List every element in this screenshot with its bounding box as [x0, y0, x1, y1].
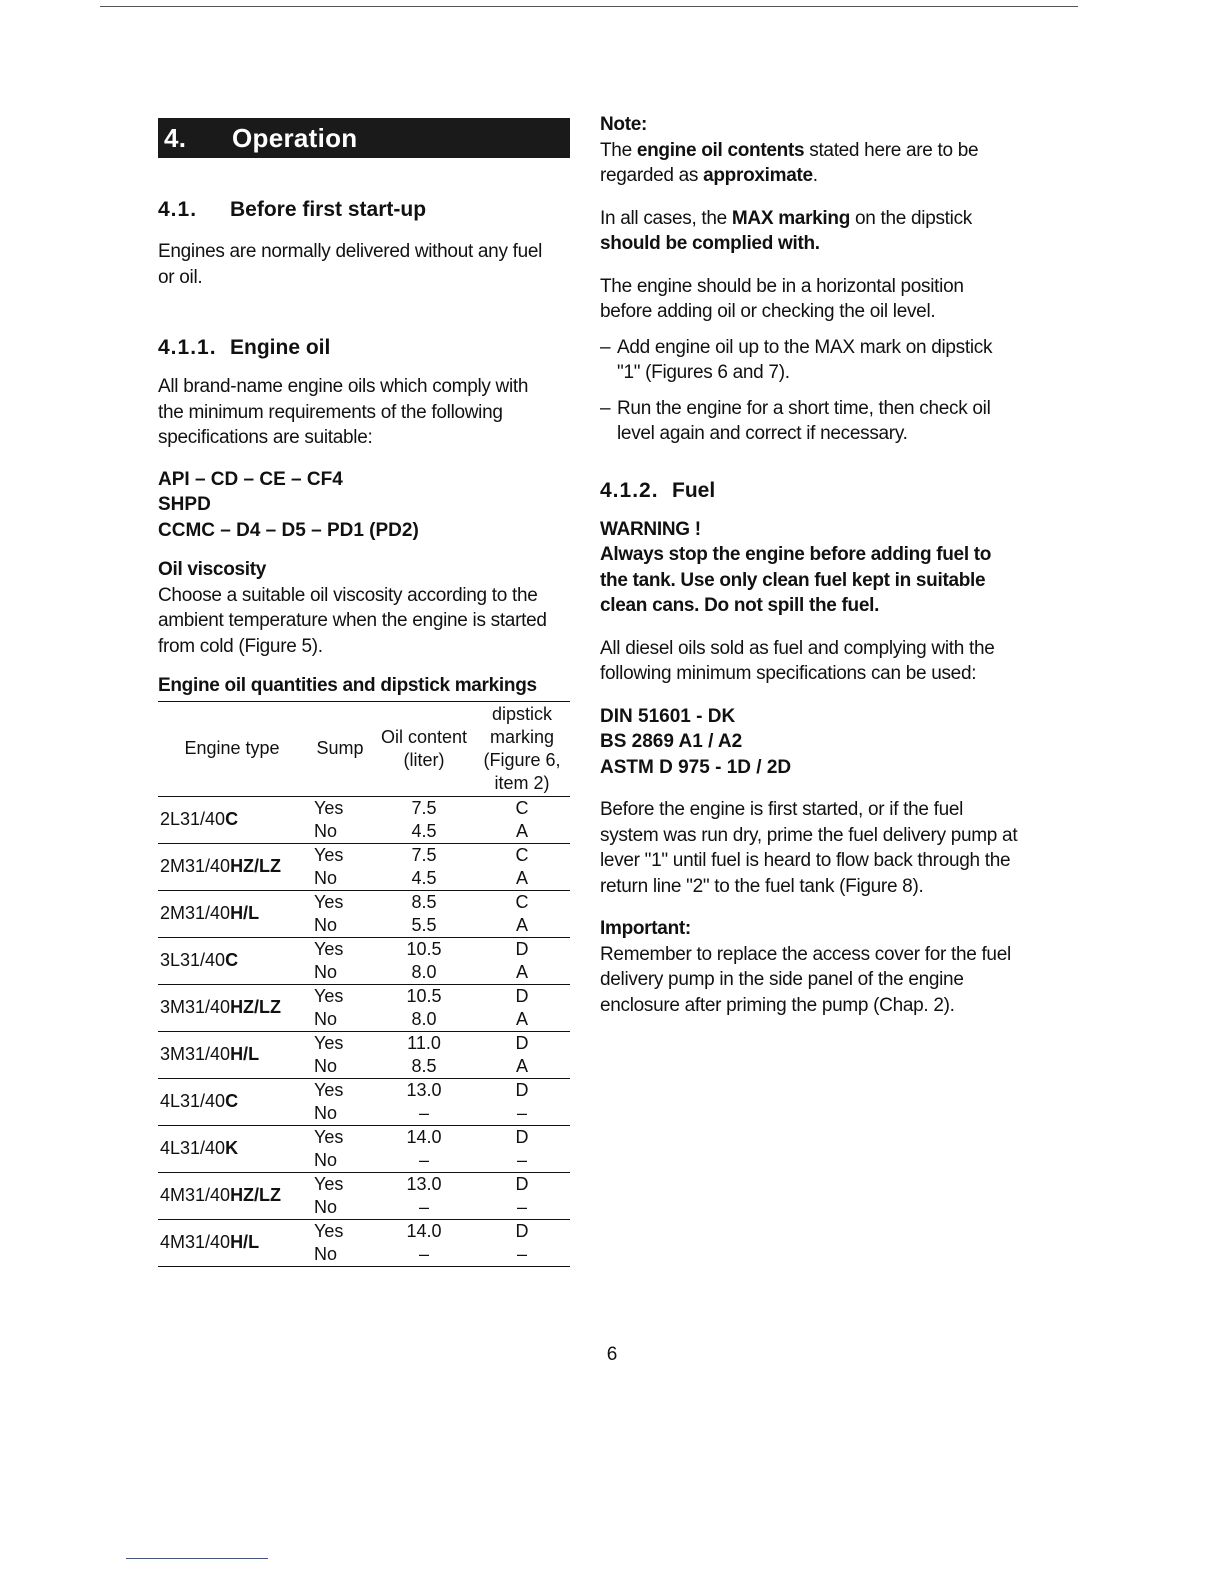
fuel-spec: ASTM D 975 - 1D / 2D: [600, 756, 792, 778]
table-row: [158, 843, 570, 890]
dipstick-cell: [474, 796, 570, 843]
dipstick-cell: [474, 843, 570, 890]
oil-spec: SHPD: [158, 494, 211, 515]
header-engine-type: Engine type: [184, 738, 280, 758]
dipstick-cell-value: –: [516, 1149, 527, 1170]
viscosity-paragraph: Choose a suitable oil viscosity according to the ambient temperature when the engine is started from cold (Figure 5).: [158, 584, 547, 657]
emphasis: should be complied with.: [600, 233, 820, 254]
sump-cell-value: No: [314, 961, 338, 982]
emphasis: approximate: [703, 165, 813, 186]
sump-cell: [306, 843, 374, 890]
header-dipstick: dipstick marking (Figure 6, item 2): [483, 703, 561, 793]
engine-type-cell: [158, 1031, 306, 1078]
dipstick-cell: [474, 1031, 570, 1078]
engine-type-suffix: H/L: [230, 903, 260, 923]
section-number: 4.1.1.: [158, 336, 217, 359]
note-heading: Note:: [600, 114, 648, 135]
oil-content-cell: [374, 1031, 474, 1078]
dipstick-cell-value: D: [515, 1079, 529, 1100]
text: .: [812, 165, 818, 186]
page-number: 6: [606, 1344, 618, 1365]
engine-type-suffix: K: [225, 1138, 239, 1158]
text: stated here are to be regarded as: [600, 139, 979, 186]
sump-cell: [306, 937, 374, 984]
engine-type-prefix: 2L31/40: [160, 809, 226, 829]
section-number: 4.1.: [158, 198, 198, 221]
oil-content-cell-value: –: [418, 1243, 429, 1264]
sump-cell-value: Yes: [314, 844, 344, 865]
oil-content-cell: [374, 796, 474, 843]
list-item: – Add engine oil up to the MAX mark on dipstick "1" (Figures 6 and 7).: [600, 335, 1020, 386]
right-column: [600, 112, 1020, 1018]
sump-cell: [306, 1219, 374, 1266]
table-row: [158, 796, 570, 843]
table-row: [158, 1125, 570, 1172]
table-row: [158, 984, 570, 1031]
chapter-title: Operation: [232, 122, 358, 153]
engine-type-cell: [158, 1172, 306, 1219]
sump-cell-value: Yes: [314, 1173, 344, 1194]
important-paragraph: Remember to replace the access cover for the fuel delivery pump in the side panel of the engine enclosure after priming the pump (Chap. 2).: [600, 943, 1011, 1016]
emphasis: MAX marking: [731, 207, 851, 229]
dipstick-cell-value: D: [515, 1032, 529, 1053]
dipstick-cell-value: A: [515, 1055, 528, 1076]
sump-cell-value: Yes: [314, 985, 344, 1006]
engine-type-prefix: 2M31/40: [160, 903, 231, 923]
dipstick-cell: [474, 1219, 570, 1266]
sump-cell-value: No: [314, 1055, 338, 1076]
oil-content-cell-value: 7.5: [411, 844, 437, 865]
sump-cell: [306, 1125, 374, 1172]
oil-content-cell: [374, 1078, 474, 1125]
engine-type-suffix: C: [225, 950, 239, 970]
dipstick-cell-value: A: [515, 820, 528, 841]
sump-cell-value: No: [314, 1196, 338, 1217]
oil-content-cell: [374, 937, 474, 984]
oil-content-cell-value: 13.0: [406, 1173, 442, 1194]
sump-cell-value: Yes: [314, 1126, 344, 1147]
oil-content-cell-value: 14.0: [406, 1220, 442, 1241]
engine-type-suffix: C: [225, 809, 239, 829]
dipstick-cell-value: –: [516, 1243, 527, 1264]
dipstick-cell-value: A: [515, 867, 528, 888]
dipstick-cell-value: C: [515, 797, 529, 818]
dipstick-cell: [474, 984, 570, 1031]
oil-content-cell-value: 8.0: [411, 961, 437, 982]
text: on the dipstick: [850, 207, 972, 229]
engine-type-suffix: HZ/LZ: [230, 1185, 282, 1205]
priming-paragraph: Before the engine is first started, or if the fuel system was run dry, prime the fuel delivery pump at lever "1" until fuel is heard to flow back through the return line "2" to the fuel tank (Figure 8).: [600, 799, 1018, 897]
engine-type-cell: [158, 1078, 306, 1125]
dipstick-cell: [474, 1172, 570, 1219]
oil-content-cell-value: 11.0: [407, 1032, 441, 1053]
dipstick-cell-value: –: [516, 1102, 527, 1123]
engine-type-cell: [158, 843, 306, 890]
sump-cell-value: Yes: [314, 891, 344, 912]
dipstick-cell: [474, 890, 570, 937]
engine-type-prefix: 4L31/40: [160, 1091, 226, 1111]
engine-type-suffix: C: [225, 1091, 239, 1111]
oil-content-cell-value: 10.5: [406, 985, 442, 1006]
top-rule: [100, 6, 1078, 7]
header-sump: Sump: [316, 738, 364, 758]
oil-content-cell-value: 8.5: [411, 891, 437, 912]
engine-type-suffix: HZ/LZ: [230, 997, 282, 1017]
oil-content-cell-value: 13.0: [406, 1079, 442, 1100]
list-item: – Run the engine for a short time, then check oil level again and correct if necessary.: [600, 396, 1020, 447]
warning-paragraph: Always stop the engine before adding fuel to the tank. Use only clean fuel kept in suitable clean cans. Do not spill the fuel.: [600, 544, 992, 616]
dipstick-cell-value: C: [515, 844, 529, 865]
chapter-number: 4.: [164, 122, 187, 153]
header-oil-content: Oil content (liter): [380, 726, 468, 770]
engine-type-prefix: 4M31/40: [160, 1232, 231, 1252]
engine-type-prefix: 2M31/40: [160, 856, 231, 876]
sump-cell: [306, 1172, 374, 1219]
oil-content-cell: [374, 890, 474, 937]
sump-cell: [306, 1031, 374, 1078]
oil-instruction-list: [600, 335, 1020, 447]
dipstick-cell-value: D: [515, 1220, 529, 1241]
bottom-rule: [126, 1558, 268, 1559]
note-paragraph-2: [600, 206, 1020, 257]
text: In all cases, the: [600, 207, 732, 229]
engine-type-prefix: 3M31/40: [160, 1044, 231, 1064]
sump-cell-value: No: [314, 1243, 338, 1264]
oil-content-cell-value: 14.0: [406, 1126, 442, 1147]
oil-content-cell: [374, 1219, 474, 1266]
fuel-spec-list: [600, 704, 1020, 781]
engine-type-cell: [158, 1125, 306, 1172]
oil-quantity-table: [158, 701, 570, 1267]
dipstick-cell: [474, 937, 570, 984]
oil-content-cell-value: 7.5: [411, 797, 437, 818]
engine-type-suffix: HZ/LZ: [230, 856, 282, 876]
engine-type-cell: [158, 984, 306, 1031]
engine-type-prefix: 4L31/40: [160, 1138, 226, 1158]
table-row: [158, 1078, 570, 1125]
emphasis: engine oil contents: [636, 139, 805, 161]
engine-type-suffix: H/L: [230, 1232, 260, 1252]
oil-content-cell-value: 4.5: [411, 867, 437, 888]
oil-spec: API – CD – CE – CF4: [158, 468, 343, 490]
oil-content-cell-value: 8.5: [411, 1055, 437, 1076]
engine-type-cell: [158, 937, 306, 984]
table-row: [158, 1172, 570, 1219]
engine-type-cell: [158, 890, 306, 937]
sump-cell-value: No: [314, 914, 338, 935]
oil-content-cell: [374, 984, 474, 1031]
table-header-row: [158, 701, 570, 796]
engine-type-prefix: 4M31/40: [160, 1185, 231, 1205]
sump-cell-value: Yes: [314, 1079, 344, 1100]
left-column: [158, 118, 570, 1267]
important-heading: Important:: [600, 918, 691, 939]
engine-type-cell: [158, 1219, 306, 1266]
oil-content-cell-value: 8.0: [411, 1008, 437, 1029]
oil-content-cell-value: –: [418, 1196, 429, 1217]
dipstick-cell: [474, 1125, 570, 1172]
sump-cell-value: No: [314, 867, 338, 888]
sump-cell-value: Yes: [314, 1032, 344, 1053]
dipstick-cell-value: A: [515, 961, 528, 982]
warning-heading: WARNING !: [600, 518, 701, 540]
sump-cell-value: No: [314, 820, 338, 841]
dipstick-cell-value: D: [515, 1173, 529, 1194]
sump-cell-value: Yes: [314, 797, 344, 818]
sump-cell-value: No: [314, 1102, 338, 1123]
section-heading-4-1: [158, 198, 570, 222]
fuel-spec: BS 2869 A1 / A2: [600, 731, 743, 752]
note-paragraph-3: The engine should be in a horizontal position before adding oil or checking the oil level.: [600, 275, 964, 322]
table-row: [158, 1031, 570, 1078]
dipstick-cell-value: C: [515, 891, 529, 912]
oil-intro-paragraph: All brand-name engine oils which comply with the minimum requirements of the following specifications are suitable:: [158, 376, 529, 448]
sump-cell: [306, 890, 374, 937]
section-title: Before first start-up: [230, 198, 427, 221]
oil-content-cell-value: –: [418, 1102, 429, 1123]
table-body: [158, 796, 570, 1266]
fuel-intro-paragraph: All diesel oils sold as fuel and complying with the following minimum specifications can be used:: [600, 637, 995, 684]
sump-cell-value: No: [314, 1149, 338, 1170]
table-row: [158, 937, 570, 984]
dipstick-cell-value: D: [515, 938, 529, 959]
note-paragraph-1: [600, 138, 1020, 189]
oil-content-cell-value: 5.5: [411, 914, 437, 935]
oil-content-cell: [374, 1125, 474, 1172]
dipstick-cell-value: D: [515, 985, 529, 1006]
engine-type-prefix: 3L31/40: [160, 950, 226, 970]
engine-type-suffix: H/L: [230, 1044, 260, 1064]
oil-content-cell-value: –: [418, 1149, 429, 1170]
oil-content-cell: [374, 843, 474, 890]
section-title: Engine oil: [230, 336, 331, 359]
oil-content-cell-value: 4.5: [411, 820, 437, 841]
dipstick-cell-value: D: [515, 1126, 529, 1147]
sump-cell: [306, 796, 374, 843]
engine-type-prefix: 3M31/40: [160, 997, 231, 1017]
delivery-paragraph: Engines are normally delivered without any fuel or oil.: [158, 241, 543, 288]
oil-content-cell: [374, 1172, 474, 1219]
oil-spec-list: [158, 467, 570, 544]
table-title: Engine oil quantities and dipstick markings: [158, 675, 537, 696]
oil-content-cell-value: 10.5: [406, 938, 442, 959]
viscosity-heading: Oil viscosity: [158, 559, 267, 580]
dipstick-cell-value: A: [515, 914, 528, 935]
oil-spec: CCMC – D4 – D5 – PD1 (PD2): [158, 519, 419, 541]
table-row: [158, 1219, 570, 1266]
text: The: [600, 139, 637, 161]
section-heading-4-1-2: [600, 479, 1020, 503]
sump-cell: [306, 1078, 374, 1125]
sump-cell-value: Yes: [314, 938, 344, 959]
section-title: Fuel: [672, 478, 716, 502]
sump-cell: [306, 984, 374, 1031]
table-row: [158, 890, 570, 937]
sump-cell-value: No: [314, 1008, 338, 1029]
sump-cell-value: Yes: [314, 1220, 344, 1241]
dipstick-cell-value: –: [516, 1196, 527, 1217]
section-number: 4.1.2.: [600, 478, 659, 502]
engine-type-cell: [158, 796, 306, 843]
chapter-heading: [158, 118, 570, 158]
section-heading-4-1-1: [158, 336, 570, 360]
dipstick-cell-value: A: [515, 1008, 528, 1029]
fuel-spec: DIN 51601 - DK: [600, 705, 736, 727]
dipstick-cell: [474, 1078, 570, 1125]
